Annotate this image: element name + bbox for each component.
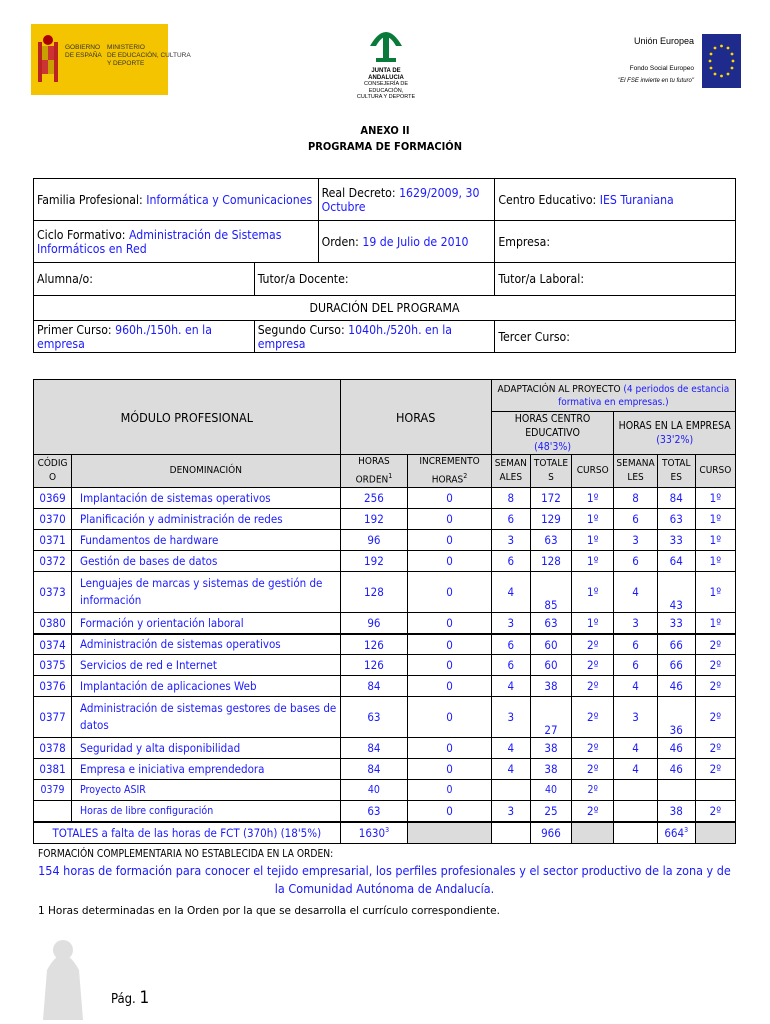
table-row <box>34 801 736 822</box>
company-course: 2º <box>695 655 735 676</box>
module-code: 0381 <box>34 759 72 780</box>
alumno-cell: Alumna/o: <box>34 263 255 296</box>
total-hours: 63 <box>530 530 571 551</box>
centro-cell: Centro Educativo: IES Turaniana <box>495 179 736 221</box>
coat-of-arms-icon <box>37 32 59 88</box>
module-name: Horas de libre configuración <box>72 801 341 822</box>
module-code: 0375 <box>34 655 72 676</box>
curso-empresa-header: CURSO <box>695 455 735 488</box>
weekly-hours: 4 <box>491 738 530 759</box>
company-course: 2º <box>695 676 735 697</box>
hours-increment: 0 <box>408 676 492 697</box>
course: 1º <box>572 509 614 530</box>
footnote: 1 Horas determinadas en la Orden por la que se desarrolla el currículo correspondiente. <box>38 905 500 917</box>
curso-header: CURSO <box>572 455 614 488</box>
totals-empresa: $664^3$ <box>657 822 695 844</box>
ciclo-value: Administración de Sistemas Informáticos en Red <box>37 227 282 256</box>
weekly-company-hours <box>614 801 657 822</box>
course: 1º <box>572 572 614 613</box>
hours-orden: 96 <box>340 530 408 551</box>
tutor-docente-cell: Tutor/a Docente: <box>254 263 495 296</box>
module-code: 0373 <box>34 572 72 613</box>
module-code: 0378 <box>34 738 72 759</box>
eu-flag-icon <box>702 34 741 88</box>
total-hours: 172 <box>530 488 571 509</box>
totals-empty <box>695 822 735 844</box>
course: 2º <box>572 697 614 738</box>
program-info-table <box>33 178 736 353</box>
company-course: 2º <box>695 738 735 759</box>
hours-orden: 126 <box>340 655 408 676</box>
table-row <box>34 551 736 572</box>
primer-curso-value: 960h./150h. en la empresa <box>37 322 212 351</box>
table-row <box>34 655 736 676</box>
module-name: Administración de sistemas operativos <box>72 634 341 655</box>
hours-orden: 63 <box>340 801 408 822</box>
weekly-company-hours: 4 <box>614 676 657 697</box>
module-code <box>34 801 72 822</box>
totals-centro: 966 <box>530 822 571 844</box>
module-code: 0371 <box>34 530 72 551</box>
weekly-hours: 3 <box>491 801 530 822</box>
weekly-hours <box>491 780 530 801</box>
total-company-hours: 46 <box>657 759 695 780</box>
weekly-company-hours: 6 <box>614 634 657 655</box>
union-europea-logo <box>608 32 738 92</box>
weekly-hours: 3 <box>491 697 530 738</box>
segundo-curso-cell: Segundo Curso: 1040h./520h. en la empresa <box>254 321 495 353</box>
module-name: Administración de sistemas gestores de bases de datos <box>72 697 341 738</box>
total-company-hours: 43 <box>657 572 695 613</box>
weekly-hours: 4 <box>491 676 530 697</box>
weekly-hours: 6 <box>491 551 530 572</box>
hours-increment: 0 <box>408 551 492 572</box>
hours-increment: 0 <box>408 613 492 634</box>
company-course: 1º <box>695 613 735 634</box>
module-name: Fundamentos de hardware <box>72 530 341 551</box>
primer-curso-cell: Primer Curso: 960h./150h. en la empresa <box>34 321 255 353</box>
company-course: 1º <box>695 530 735 551</box>
total-hours: 85 <box>530 572 571 613</box>
table-row <box>34 759 736 780</box>
total-hours: 40 <box>530 780 571 801</box>
empresa-cell: Empresa: <box>495 221 736 263</box>
incremento-header: INCREMENTO HORAS$^2$ <box>408 455 492 488</box>
course: 1º <box>572 488 614 509</box>
hours-orden: 84 <box>340 676 408 697</box>
company-course: 2º <box>695 801 735 822</box>
module-name: Lenguajes de marcas y sistemas de gestión de información <box>72 572 341 613</box>
empresa-hours-header: HORAS EN LA EMPRESA (33'2%) <box>614 412 736 455</box>
total-company-hours: 33 <box>657 613 695 634</box>
weekly-hours: 3 <box>491 530 530 551</box>
centro-value: IES Turaniana <box>599 192 674 207</box>
weekly-company-hours: 4 <box>614 759 657 780</box>
orden-cell: Orden: 19 de Julio de 2010 <box>318 221 495 263</box>
course: 2º <box>572 801 614 822</box>
horas-orden-header: HORAS ORDEN$^1$ <box>340 455 408 488</box>
hours-increment: 0 <box>408 509 492 530</box>
familia-value: Informática y Comunicaciones <box>146 192 313 207</box>
total-company-hours: 63 <box>657 509 695 530</box>
ciclo-cell: Ciclo Formativo: Administración de Sistemas Informáticos en Red <box>34 221 319 263</box>
module-name: Planificación y administración de redes <box>72 509 341 530</box>
total-company-hours: 64 <box>657 551 695 572</box>
hours-orden: 84 <box>340 738 408 759</box>
total-hours: 63 <box>530 613 571 634</box>
weekly-company-hours: 3 <box>614 613 657 634</box>
table-row <box>34 780 736 801</box>
module-name: Implantación de aplicaciones Web <box>72 676 341 697</box>
company-course: 2º <box>695 759 735 780</box>
tutor-laboral-cell: Tutor/a Laboral: <box>495 263 736 296</box>
weekly-hours: 4 <box>491 572 530 613</box>
total-hours: 38 <box>530 676 571 697</box>
total-company-hours: 38 <box>657 801 695 822</box>
total-company-hours: 46 <box>657 676 695 697</box>
junta-andalucia-logo <box>353 22 419 98</box>
hours-orden: 96 <box>340 613 408 634</box>
total-hours: 60 <box>530 634 571 655</box>
total-hours: 60 <box>530 655 571 676</box>
total-company-hours <box>657 780 695 801</box>
company-course <box>695 780 735 801</box>
denominacion-header: DENOMINACIÓN <box>72 455 341 488</box>
course: 2º <box>572 655 614 676</box>
weekly-company-hours: 8 <box>614 488 657 509</box>
weekly-company-hours: 6 <box>614 509 657 530</box>
weekly-company-hours: 3 <box>614 530 657 551</box>
table-row <box>34 530 736 551</box>
module-code: 0377 <box>34 697 72 738</box>
modulo-header: MÓDULO PROFESIONAL <box>34 380 341 455</box>
weekly-hours: 8 <box>491 488 530 509</box>
hours-increment: 0 <box>408 655 492 676</box>
hours-orden: 192 <box>340 509 408 530</box>
weekly-company-hours: 6 <box>614 655 657 676</box>
course: 2º <box>572 780 614 801</box>
module-code: 0376 <box>34 676 72 697</box>
weekly-hours: 4 <box>491 759 530 780</box>
gobierno-text: GOBIERNO DE ESPAÑA <box>65 44 102 59</box>
company-course: 1º <box>695 551 735 572</box>
weekly-hours: 6 <box>491 634 530 655</box>
total-company-hours: 36 <box>657 697 695 738</box>
company-course: 1º <box>695 488 735 509</box>
ue-title: Unión Europea <box>633 36 694 46</box>
weekly-company-hours: 3 <box>614 697 657 738</box>
table-row <box>34 738 736 759</box>
hours-orden: 40 <box>340 780 408 801</box>
course: 2º <box>572 759 614 780</box>
total-company-hours: 84 <box>657 488 695 509</box>
hours-increment: 0 <box>408 801 492 822</box>
adaptacion-note: (4 periodos de estancia formativa en empresas.) <box>558 383 730 408</box>
table-row <box>34 634 736 655</box>
cultura-text: CULTURA Y DEPORTE <box>356 94 416 100</box>
total-hours: 38 <box>530 738 571 759</box>
segundo-curso-value: 1040h./520h. en la empresa <box>257 322 452 351</box>
totals-row <box>34 822 736 844</box>
module-name: Gestión de bases de datos <box>72 551 341 572</box>
module-name: Empresa e iniciativa emprendedora <box>72 759 341 780</box>
total-company-hours: 66 <box>657 634 695 655</box>
total-company-hours: 66 <box>657 655 695 676</box>
weekly-hours: 3 <box>491 613 530 634</box>
total-hours: 38 <box>530 759 571 780</box>
annex-label: ANEXO II <box>360 124 410 137</box>
table-row <box>34 613 736 634</box>
company-course: 1º <box>695 509 735 530</box>
fse-text: Fondo Social Europeo <box>629 65 694 72</box>
company-course: 2º <box>695 634 735 655</box>
total-company-hours: 46 <box>657 738 695 759</box>
course: 2º <box>572 634 614 655</box>
tercer-curso-cell: Tercer Curso: <box>495 321 736 353</box>
centro-pct: (48'3%) <box>534 441 572 453</box>
adaptacion-header: ADAPTACIÓN AL PROYECTO (4 periodos de estancia formativa en empresas.) <box>491 380 735 412</box>
hours-increment: 0 <box>408 738 492 759</box>
module-name: Servicios de red e Internet <box>72 655 341 676</box>
course: 2º <box>572 738 614 759</box>
empresa-pct: (33'2%) <box>656 434 694 446</box>
hours-orden: 126 <box>340 634 408 655</box>
course: 2º <box>572 676 614 697</box>
hours-orden: 84 <box>340 759 408 780</box>
ministerio-text: MINISTERIO DE EDUCACIÓN, CULTURA Y DEPORTE <box>107 44 191 67</box>
real-decreto-value: 1629/2009, 30 Octubre <box>321 185 480 214</box>
totals-orden: 1630$^3$ <box>340 822 408 844</box>
complement-label: FORMACIÓN COMPLEMENTARIA NO ESTABLECIDA EN LA ORDEN: <box>38 849 334 860</box>
complement-text: 154 horas de formación para conocer el tejido empresarial, los perfiles profesionales y el sector productivo de la zona y de la Comunidad Autónoma de Andalucía. <box>38 863 731 896</box>
consejeria-text: CONSEJERÍA DE EDUCACIÓN, <box>363 81 408 94</box>
module-name: Seguridad y alta disponibilidad <box>72 738 341 759</box>
weekly-company-hours: 4 <box>614 738 657 759</box>
hours-increment: 0 <box>408 530 492 551</box>
hours-orden: 192 <box>340 551 408 572</box>
centro-hours-header: HORAS CENTRO EDUCATIVO (48'3%) <box>491 412 614 455</box>
hours-orden: 256 <box>340 488 408 509</box>
course: 1º <box>572 551 614 572</box>
total-hours: 27 <box>530 697 571 738</box>
totals-label: TOTALES a falta de las horas de FCT (370h) (18'5%) <box>34 822 341 844</box>
horas-header: HORAS <box>340 380 491 455</box>
document-title: PROGRAMA DE FORMACIÓN <box>308 140 462 153</box>
weekly-hours: 6 <box>491 509 530 530</box>
total-company-hours: 33 <box>657 530 695 551</box>
module-code: 0379 <box>34 780 72 801</box>
weekly-hours: 6 <box>491 655 530 676</box>
module-name: Proyecto ASIR <box>72 780 341 801</box>
codigo-header: CÓDIGO <box>34 455 72 488</box>
duracion-heading: DURACIÓN DEL PROGRAMA <box>34 296 736 321</box>
module-name: Implantación de sistemas operativos <box>72 488 341 509</box>
orden-value: 19 de Julio de 2010 <box>362 234 469 249</box>
weekly-company-hours: 6 <box>614 551 657 572</box>
table-row <box>34 488 736 509</box>
modules-table <box>33 379 736 844</box>
table-row <box>34 572 736 613</box>
hours-increment: 0 <box>408 572 492 613</box>
module-code: 0372 <box>34 551 72 572</box>
module-name: Formación y orientación laboral <box>72 613 341 634</box>
totals-empty <box>614 822 657 844</box>
totales-empresa-header: TOTALES <box>657 455 695 488</box>
total-hours: 25 <box>530 801 571 822</box>
watermark-figure-icon <box>33 930 93 1020</box>
real-decreto-cell: Real Decreto: 1629/2009, 30 Octubre <box>318 179 495 221</box>
table-row <box>34 697 736 738</box>
hours-increment: 0 <box>408 488 492 509</box>
module-code: 0370 <box>34 509 72 530</box>
junta-text: JUNTA DE ANDALUCIA <box>368 68 404 81</box>
company-course: 1º <box>695 572 735 613</box>
hours-orden: 128 <box>340 572 408 613</box>
totales-header: TOTALES <box>530 455 571 488</box>
totals-empty <box>408 822 492 844</box>
course: 1º <box>572 530 614 551</box>
total-hours: 128 <box>530 551 571 572</box>
hours-increment: 0 <box>408 780 492 801</box>
totals-empty <box>572 822 614 844</box>
semanales-header: SEMANALES <box>491 455 530 488</box>
fse-slogan: "El FSE invierte en tu futuro" <box>618 78 694 84</box>
junta-andalucia-emblem-icon <box>366 22 406 64</box>
gobierno-espana-logo <box>31 24 191 95</box>
hours-increment: 0 <box>408 634 492 655</box>
course: 1º <box>572 613 614 634</box>
table-row <box>34 509 736 530</box>
hours-increment: 0 <box>408 759 492 780</box>
semanales-empresa-header: SEMANALES <box>614 455 657 488</box>
module-code: 0369 <box>34 488 72 509</box>
totals-empty <box>491 822 530 844</box>
total-hours: 129 <box>530 509 571 530</box>
table-row <box>34 676 736 697</box>
hours-orden: 63 <box>340 697 408 738</box>
weekly-company-hours <box>614 780 657 801</box>
company-course: 2º <box>695 697 735 738</box>
module-code: 0380 <box>34 613 72 634</box>
weekly-company-hours: 4 <box>614 572 657 613</box>
page-number: Pág. 1 <box>111 988 150 1008</box>
module-code: 0374 <box>34 634 72 655</box>
hours-increment: 0 <box>408 697 492 738</box>
familia-cell: Familia Profesional: Informática y Comunicaciones <box>34 179 319 221</box>
